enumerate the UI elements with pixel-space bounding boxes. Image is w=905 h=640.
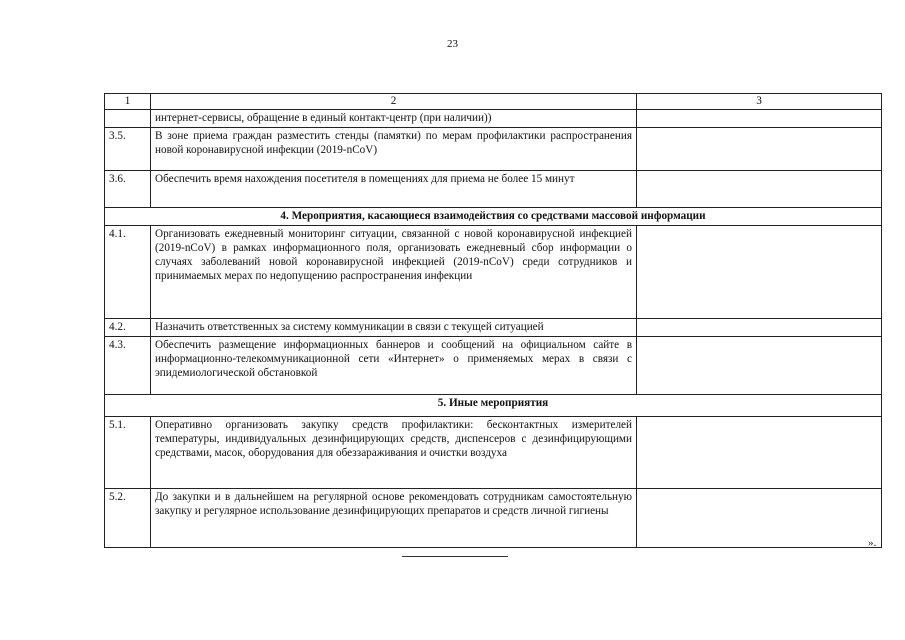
closing-quote: ». — [868, 537, 877, 549]
page-number: 23 — [447, 38, 458, 50]
header-col-1: 1 — [105, 94, 151, 110]
row-responsible — [637, 489, 882, 548]
row-responsible — [637, 337, 882, 395]
row-text: Организовать ежедневный мониторинг ситуации, связанной с новой коронавирусной инфекцией (2019-nCoV) в рамках информационного поля, организовать ежедневный сбор информации о случаях заболеваний новой коронавирусной инфекцией (2019-nCoV) среди сотрудников и принимаемых мерах по недопущению распространения инфекции — [151, 226, 637, 319]
row-text: Обеспечить время нахождения посетителя в помещениях для приема не более 15 минут — [151, 171, 637, 208]
table-row — [105, 226, 882, 319]
row-responsible — [637, 128, 882, 171]
row-responsible — [637, 319, 882, 337]
table-row — [105, 171, 882, 208]
row-number: 3.5. — [105, 128, 151, 171]
header-col-2: 2 — [151, 94, 637, 110]
row-responsible — [637, 171, 882, 208]
row-number: 3.6. — [105, 171, 151, 208]
row-text: Обеспечить размещение информационных баннеров и сообщений на официальном сайте в информационно-телекоммуникационной сети «Интернет» о применяемых мерах в связи с эпидемиологической обстановкой — [151, 337, 637, 395]
table-row — [105, 128, 882, 171]
table-row — [105, 319, 882, 337]
row-number: 4.3. — [105, 337, 151, 395]
table-row — [105, 337, 882, 395]
row-text: В зоне приема граждан разместить стенды (памятки) по мерам профилактики распространения новой коронавирусной инфекции (2019-nCoV) — [151, 128, 637, 171]
section-header-row — [105, 208, 882, 226]
row-responsible — [637, 226, 882, 319]
row-text: Назначить ответственных за систему коммуникации в связи с текущей ситуацией — [151, 319, 637, 337]
row-responsible — [637, 110, 882, 128]
row-text: До закупки и в дальнейшем на регулярной основе рекомендовать сотрудникам самостоятельную закупку и регулярное использование дезинфицирующих препаратов и средств личной гигиены — [151, 489, 637, 548]
row-number — [105, 110, 151, 128]
table-header-row — [105, 94, 882, 110]
row-text: Оперативно организовать закупку средств профилактики: бесконтактных измерителей температуры, индивидуальных дезинфицирующих средств, диспенсеров с дезинфицирующими средствами, масок, оборудования для обеззараживания и очистки воздуха — [151, 417, 637, 489]
row-responsible — [637, 417, 882, 489]
measures-table — [104, 93, 882, 548]
row-number: 4.1. — [105, 226, 151, 319]
section-title: 4. Мероприятия, касающиеся взаимодействия со средствами массовой информации — [105, 208, 882, 226]
row-number: 5.1. — [105, 417, 151, 489]
table-row — [105, 417, 882, 489]
row-number: 4.2. — [105, 319, 151, 337]
header-col-3: 3 — [637, 94, 882, 110]
row-number: 5.2. — [105, 489, 151, 548]
table-row — [105, 110, 882, 128]
table-row — [105, 489, 882, 548]
section-header-row — [105, 395, 882, 417]
row-text: интернет-сервисы, обращение в единый контакт-центр (при наличии)) — [151, 110, 637, 128]
footnote-separator — [402, 556, 508, 557]
section-title: 5. Иные мероприятия — [105, 395, 882, 417]
